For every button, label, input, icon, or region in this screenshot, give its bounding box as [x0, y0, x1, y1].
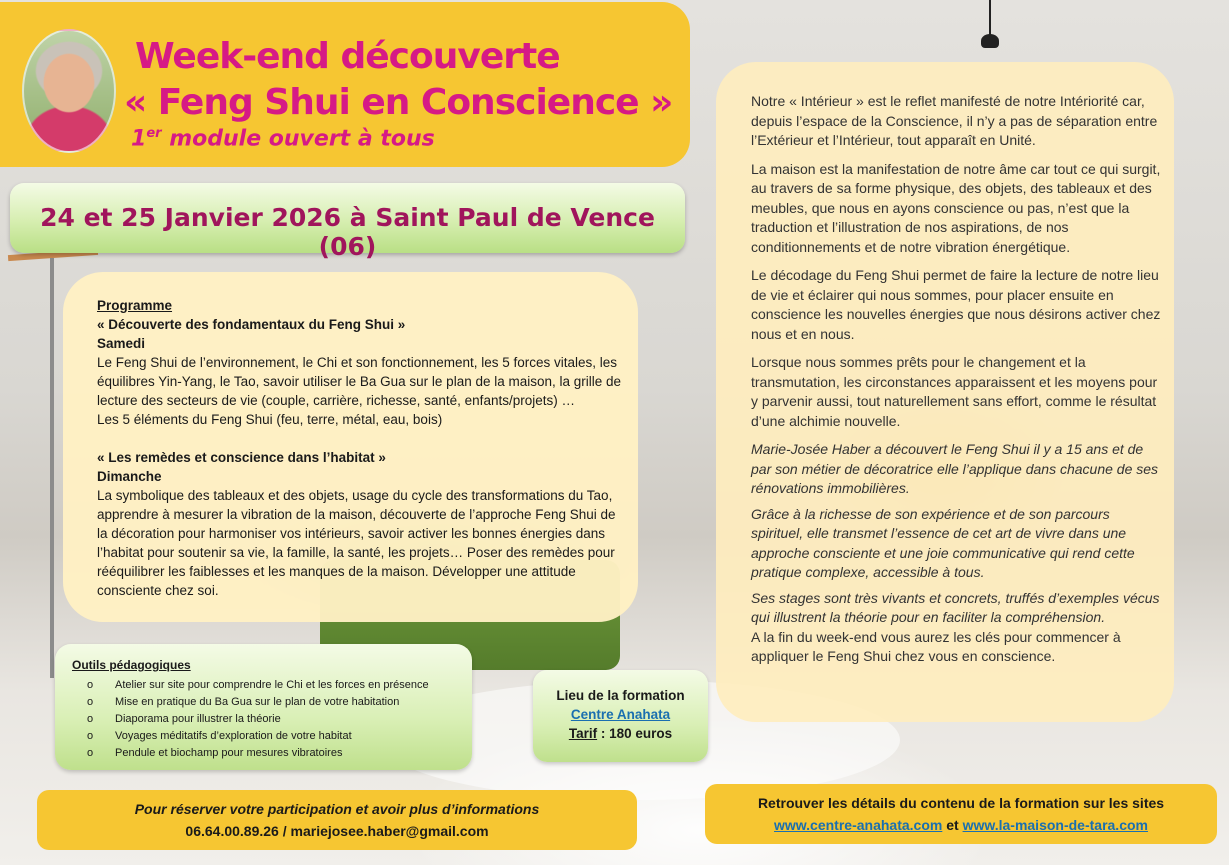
list-item: o Atelier sur site pour comprendre le Chi et les forces en présence [87, 677, 429, 694]
bullet-icon: o [87, 679, 94, 691]
bullet-icon: o [87, 747, 94, 759]
day2-label: Dimanche [97, 469, 162, 484]
details-links [705, 814, 1217, 836]
module-tagline [131, 126, 435, 151]
description-content [751, 92, 1161, 676]
day2-title: « Les remèdes et conscience dans l’habitat » [97, 450, 386, 465]
description-paragraph-1: Notre « Intérieur » est le reflet manifesté de notre Intériorité car, depuis l’espace de la Conscience, il n’y a pas de séparation entre l’Extérieur et l’Intérieur, tout apparaît en Unité. [751, 93, 1158, 148]
programme-content [97, 296, 622, 600]
background-pendant-lamp [981, 34, 999, 48]
details-box [705, 784, 1217, 844]
description-paragraph-3: Le décodage du Feng Shui permet de faire la lecture de notre lieu de vie et éclairer qui nous sommes, pour placer ensuite en conscience les nouvelles énergies que nous désirons activer chez nous et en nous. [751, 267, 1161, 342]
centre-anahata-link[interactable]: Centre Anahata [570, 707, 671, 722]
page-title: Week-end découverte [135, 36, 560, 77]
location-box [533, 670, 708, 762]
list-item: o Diaporama pour illustrer la théorie [87, 711, 429, 728]
location-heading: Lieu de la formation [556, 688, 685, 703]
bullet-icon: o [87, 730, 94, 742]
reservation-text: Pour réserver votre participation et avoir plus d’informations [134, 801, 540, 817]
programme-box [63, 272, 638, 622]
bullet-icon: o [87, 713, 94, 725]
centre-anahata-site-link[interactable]: www.centre-anahata.com [774, 817, 943, 833]
tools-box [55, 644, 472, 770]
programme-heading: Programme [97, 298, 173, 313]
description-paragraph-5: A la fin du week-end vous aurez les clés pour commencer à appliquer le Feng Shui chez vous en conscience. [751, 628, 1121, 664]
details-conjunction: et [942, 817, 963, 833]
contact-info: 06.64.00.89.26 / mariejosee.haber@gmail.com [185, 823, 489, 839]
description-paragraph-2: La maison est la manifestation de notre âme car tout ce qui surgit, au travers de sa forme physique, des objets, des tableaux et des meubles, que nous en ayons conscience ou pas, n’est que la traduction et l’illustration de nos aspirations, de nos conditionnements et de notre vibration énergétique. [751, 160, 1161, 255]
module-number: 1 [131, 126, 147, 152]
reservation-box [37, 790, 637, 850]
details-text: Retrouver les détails du contenu de la formation sur les sites [757, 795, 1165, 811]
background-lamp-pole [50, 258, 54, 678]
details-content [705, 792, 1217, 836]
tools-list [87, 677, 429, 762]
reservation-content [37, 798, 637, 842]
bio-paragraph-1: Marie-Josée Haber a découvert le Feng Shui il y a 15 ans et de par son métier de décoratrice elle l’applique dans chacune de ses rénovations immobilières. [751, 441, 1159, 496]
tools-heading: Outils pédagogiques [72, 658, 191, 672]
description-paragraph-4: Lorsque nous sommes prêts pour le changement et la transmutation, les circonstances apparaissent et les moyens pour y parvenir aussi, tout naturellement sans effort, comme le résultat d’une alchimie nouvelle. [751, 354, 1158, 429]
day1-label: Samedi [97, 336, 146, 351]
list-item: o Voyages méditatifs d’exploration de votre habitat [87, 728, 429, 745]
event-date-location: 24 et 25 Janvier 2026 à Saint Paul de Vence (06) [40, 203, 655, 261]
bullet-icon: o [87, 696, 94, 708]
price-line [533, 724, 708, 743]
page-subtitle: « Feng Shui en Conscience » [124, 82, 673, 123]
date-banner [10, 183, 685, 261]
price-value: : 180 euros [597, 726, 673, 741]
maison-de-tara-site-link[interactable]: www.la-maison-de-tara.com [962, 817, 1148, 833]
price-label: Tarif [568, 726, 598, 741]
bio-paragraph-2: Grâce à la richesse de son expérience et de son parcours spirituel, elle transmet l’essence de cet art de vivre dans une approche consciente et une joie communicative qui rend cette pratique complexe, accessible à tous. [751, 505, 1135, 580]
bio-paragraph-3: Ses stages sont très vivants et concrets, truffés d’exemples vécus qui illustrent la théorie pour en faciliter la compréhension. [751, 589, 1160, 625]
description-box [716, 62, 1174, 722]
module-number-suffix: er [146, 126, 162, 141]
module-tagline-text: module ouvert à tous [161, 126, 435, 152]
list-item: o Pendule et biochamp pour mesures vibratoires [87, 745, 429, 762]
location-content [533, 686, 708, 743]
day1-title: « Découverte des fondamentaux du Feng Shui » [97, 317, 406, 332]
author-photo [22, 29, 116, 153]
day1-text-elements: Les 5 éléments du Feng Shui (feu, terre, métal, eau, bois) [97, 412, 443, 427]
title-banner [0, 2, 690, 167]
list-item: o Mise en pratique du Ba Gua sur le plan de votre habitation [87, 694, 429, 711]
day1-text: Le Feng Shui de l’environnement, le Chi et son fonctionnement, les 5 forces vitales, les équilibres Yin-Yang, le Tao, savoir utiliser le Ba Gua sur le plan de la maison, la grille de lecture des secteurs de vie (couple, carrière, richesse, santé, enfants/projets) … [97, 355, 622, 408]
day2-text: La symbolique des tableaux et des objets, usage du cycle des transformations du Tao, apprendre à mesurer la vibration de la maison, découverte de l’approche Feng Shui de la décoration pour harmoniser vos intérieurs, savoir activer les bonnes énergies dans l’habitat pour soutenir sa vie, la famille, la santé, les projets… Poser des remèdes pour rééquilibrer les faiblesses et les manques de la maison. Développer une attitude consciente chez soi. [97, 488, 616, 598]
